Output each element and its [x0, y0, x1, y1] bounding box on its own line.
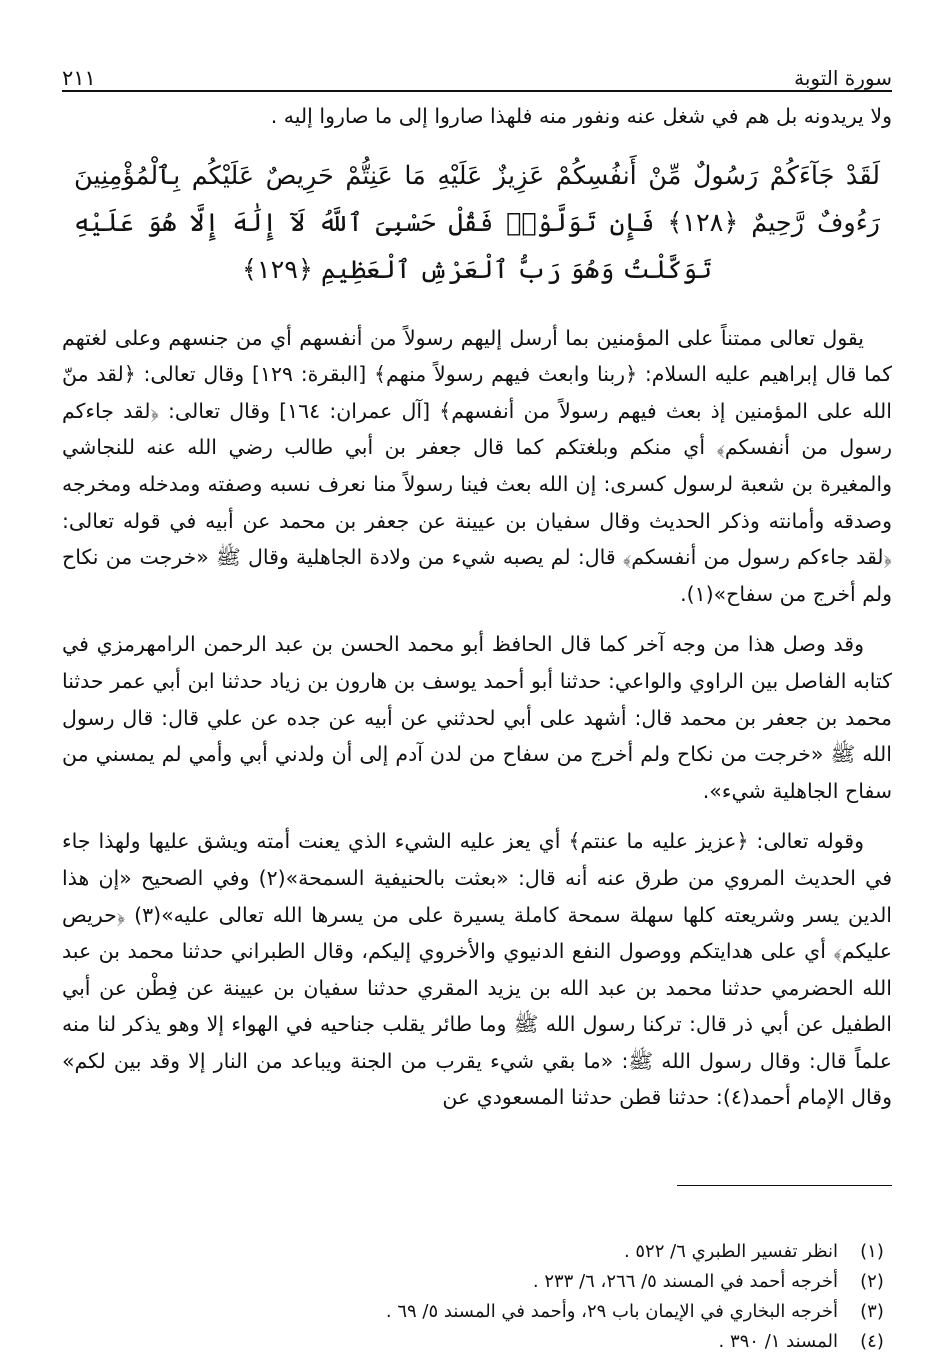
footnote-item — [62, 1298, 892, 1326]
footnote-text: أخرجه أحمد في المسند ٥/ ٢٦٦، ٦/ ٢٣٣ . — [532, 1271, 838, 1292]
footnote-divider — [677, 1185, 892, 1186]
footnote-number: (٤) — [860, 1331, 884, 1352]
footnote-item — [62, 1238, 892, 1266]
footnotes-list — [62, 1238, 892, 1358]
paragraph-2: وقد وصل هذا من وجه آخر كما قال الحافظ أبو محمد الحسن بن عبد الرحمن الرامهرمزي في كتابه الفاصل بين الراوي والواعي: حدثنا أبو أحمد يوسف بن هارون بن زياد حدثنا ابن أبي عمر حدثنا محمد بن جعفر بن محمد قال: أشهد على أبي لحدثني عن أبيه عن جده عن علي قال: قال رسول الله ﷺ «خرجت من نكاح ولم أخرج من سفاح من لدن آدم إلى أن ولدني أبي وأمي لم يمسني من سفاح الجاهلية شيء». — [62, 632, 892, 803]
footnote-item — [62, 1268, 892, 1296]
page — [62, 52, 893, 1352]
footnote-item — [62, 1328, 892, 1356]
surah-title: سورة التوبة — [794, 66, 892, 90]
page-number: ٢١١ — [62, 66, 96, 90]
footnote-number: (١) — [860, 1241, 884, 1262]
paragraph-1: يقول تعالى ممتناً على المؤمنين بما أرسل إليهم رسولاً من أنفسهم أي من جنسهم وعلى لغتهم كما قال إبراهيم عليه السلام: ﴿ربنا وابعث فيهم رسولاً منهم﴾ [البقرة: ١٢٩] وقال تعالى: ﴿لقد منّ الله على المؤمنين إذ بعث فيهم رسولاً من أنفسهم﴾ [آل عمران: ١٦٤] وقال تعالى: ﴿لقد جاءكم رسول من أنفسكم﴾ أي منكم وبلغتكم كما قال جعفر بن أبي طالب رضي الله عنه للنجاشي والمغيرة بن شعبة لرسول كسرى: إن الله بعث فينا رسولاً منا نعرف نسبه وصفته ومدخله ومخرجه وصدقه وأمانته وذكر الحديث وقال سفيان بن عيينة عن جعفر بن محمد عن أبيه في قوله تعالى: ﴿لقد جاءكم رسول من أنفسكم﴾ قال: لم يصبه شيء من ولادة الجاهلية وقال ﷺ «خرجت من نكاح ولم أخرج من سفاح»(١). — [62, 325, 893, 606]
footnote-text: انظر تفسير الطبري ٦/ ٥٢٢ . — [623, 1241, 838, 1262]
footnote-number: (٢) — [860, 1271, 884, 1292]
quran-verse: لَقَدْ جَآءَكُمْ رَسُولٌ مِّنْ أَنفُسِكُمْ عَزِيزٌ عَلَيْهِ مَا عَنِتُّمْ حَرِيصٌ عَلَيْكُم بِٱلْمُؤْمِنِينَ رَءُوفٌ رَّحِيمٌ ﴿١٢٨﴾ فَإِن تَوَلَّوْا۟ فَقُلْ حَسْبِىَ ٱللَّهُ لَآ إِلَٰهَ إِلَّا هُوَ عَلَيْهِ تَوَكَّلْتُ وَهُوَ رَبُّ ٱلْعَرْشِ ٱلْعَظِيمِ ﴿١٢٩﴾ — [74, 160, 880, 285]
page-header — [62, 52, 892, 92]
paragraph-0: ولا يريدونه بل هم في شغل عنه ونفور منه فلهذا صاروا إلى ما صاروا إليه . — [270, 104, 892, 128]
footnote-number: (٣) — [860, 1301, 884, 1322]
paragraph-3: وقوله تعالى: ﴿عزيز عليه ما عنتم﴾ أي يعز عليه الشيء الذي يعنت أمته ويشق عليها ولهذا جاء في الحديث المروي من طرق عنه أنه قال: «بعثت بالحنيفية السمحة»(٢) وفي الصحيح «إن هذا الدين يسر وشريعته كلها سهلة سمحة كاملة يسيرة على من يسرها الله تعالى عليه»(٣) ﴿حريص عليكم﴾ أي على هدايتكم ووصول النفع الدنيوي والأخروي إليكم، وقال الطبراني حدثنا محمد بن عبد الله الحضرمي حدثنا محمد بن عبد الله بن يزيد المقري حدثنا سفيان بن عيينة عن فِطْن عن أبي الطفيل عن أبي ذر قال: تركنا رسول الله ﷺ وما طائر يقلب جناحيه في الهواء إلا وهو يذكر لنا منه علماً قال: وقال رسول الله ﷺ: «ما بقي شيء يقرب من الجنة ويباعد من النار إلا وقد بين لكم» وقال الإمام أحمد(٤): حدثنا قطن حدثنا المسعودي عن — [62, 829, 893, 1110]
footnote-text: أخرجه البخاري في الإيمان باب ٢٩، وأحمد في المسند ٥/ ٦٩ . — [385, 1301, 838, 1322]
footnote-text: المسند ١/ ٣٩٠ . — [718, 1331, 838, 1352]
